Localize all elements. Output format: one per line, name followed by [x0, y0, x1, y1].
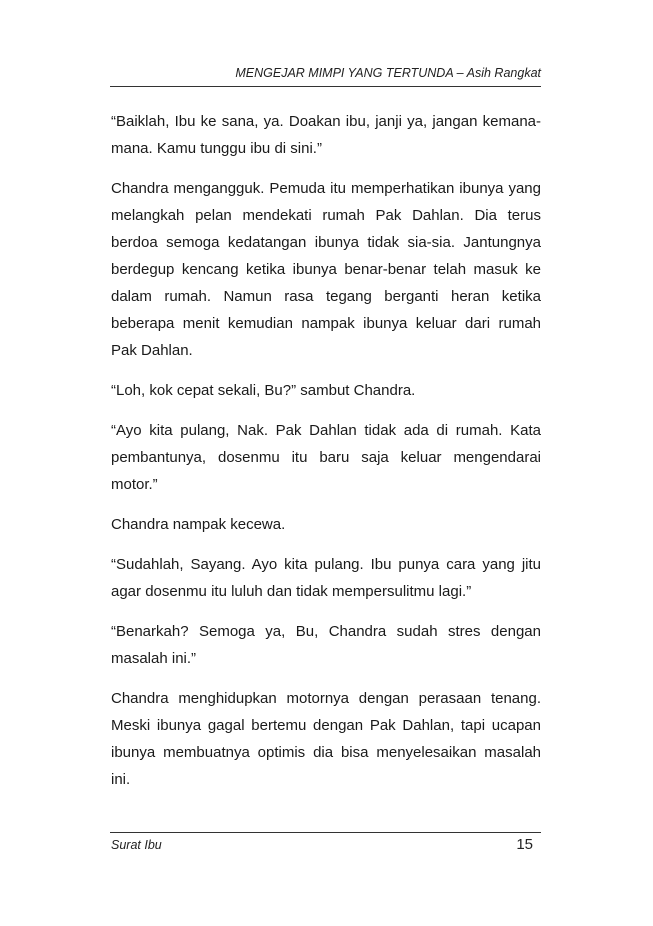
footer-divider: [110, 832, 541, 833]
paragraph: Chandra menghidupkan motornya dengan perasaan tenang. Meski ibunya gagal bertemu dengan Pak Dahlan, tapi ucapan ibunya membuatnya optimis dia bisa menyelesaikan masalah ini.: [111, 690, 541, 788]
page-number: 15: [516, 836, 533, 853]
paragraph: “Ayo kita pulang, Nak. Pak Dahlan tidak ada di rumah. Kata pembantunya, dosenmu itu baru saja keluar mengendarai motor.”: [111, 422, 541, 493]
running-header: MENGEJAR MIMPI YANG TERTUNDA – Asih Rangkat: [235, 66, 541, 80]
paragraph: “Loh, kok cepat sekali, Bu?” sambut Chandra.: [111, 382, 416, 399]
paragraph: Chandra nampak kecewa.: [111, 516, 286, 533]
footer-book-title: Surat Ibu: [111, 838, 162, 852]
body-text: [111, 108, 541, 806]
paragraph: “Benarkah? Semoga ya, Bu, Chandra sudah stres dengan masalah ini.”: [111, 623, 541, 667]
paragraph: Chandra mengangguk. Pemuda itu memperhatikan ibunya yang melangkah pelan mendekati rumah Pak Dahlan. Dia terus berdoa semoga kedatangan ibunya tidak sia-sia. Jantungnya berdegup kencang ketika ibunya benar-benar telah masuk ke dalam rumah. Namun rasa tegang berganti heran ketika beberapa menit kemudian nampak ibunya keluar dari rumah Pak Dahlan.: [111, 180, 541, 359]
header-divider: [110, 86, 541, 87]
paragraph: “Baiklah, Ibu ke sana, ya. Doakan ibu, janji ya, jangan kemana-mana. Kamu tunggu ibu di sini.”: [111, 113, 541, 157]
paragraph: “Sudahlah, Sayang. Ayo kita pulang. Ibu punya cara yang jitu agar dosenmu itu luluh dan tidak mempersulitmu lagi.”: [111, 556, 541, 600]
